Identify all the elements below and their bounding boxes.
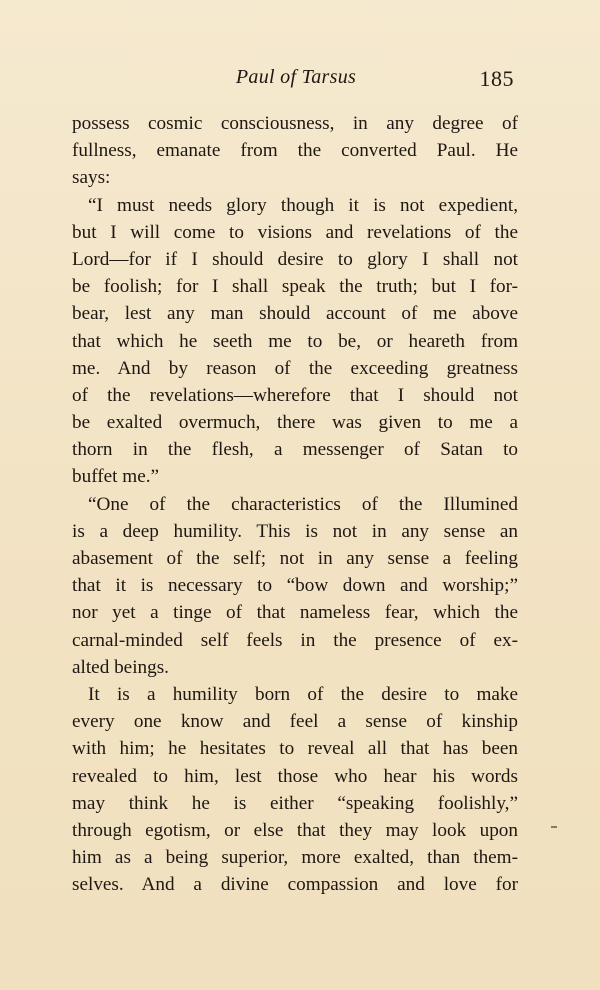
text-line: abasement of the self; not in any sense a feeling: [72, 548, 518, 569]
text-line: alted beings.: [72, 656, 169, 678]
text-line: nor yet a tinge of that nameless fear, which the: [72, 602, 518, 624]
text-line: that which he seeth me to be, or heareth from: [72, 330, 518, 352]
page-header: [72, 60, 520, 94]
text-line: Lord—for if I should desire to glory I shall not: [72, 248, 518, 270]
body-text: [72, 110, 518, 898]
text-line: me. And by reason of the exceeding greatness: [72, 357, 518, 379]
page-number: 185: [479, 66, 514, 91]
text-line: is a deep humility. This is not in any sense an: [72, 520, 518, 542]
text-line: him as a being superior, more exalted, than them-: [72, 847, 518, 869]
text-line: with him; he hesitates to reveal all that has been: [72, 738, 518, 760]
text-line: carnal-minded self feels in the presence of ex-: [72, 629, 518, 651]
text-line: It is a humility born of the desire to make: [88, 683, 518, 705]
paragraph: [72, 491, 518, 681]
text-line: revealed to him, lest those who hear his words: [72, 765, 518, 787]
paragraph: [72, 681, 518, 899]
text-line: says:: [72, 167, 111, 189]
paragraph: [72, 110, 518, 192]
running-title: Paul of Tarsus: [235, 66, 357, 88]
text-line: bear, lest any man should account of me above: [72, 303, 518, 325]
text-line: “I must needs glory though it is not expedient,: [88, 194, 518, 216]
text-line: buffet me.”: [72, 466, 160, 488]
text-line: may think he is either “speaking foolishly,”: [72, 792, 518, 814]
text-line: selves. And a divine compassion and love for: [72, 874, 518, 896]
text-line: be exalted overmuch, there was given to me a: [72, 412, 518, 434]
text-line: “One of the characteristics of the Illumined: [88, 493, 518, 515]
ink-speck: [551, 826, 557, 828]
text-line: through egotism, or else that they may look upon: [72, 819, 518, 841]
text-line: thorn in the flesh, a messenger of Satan to: [72, 439, 518, 461]
paragraph: [72, 192, 518, 491]
text-line: possess cosmic consciousness, in any degree of: [72, 113, 518, 134]
text-line: fullness, emanate from the converted Paul. He: [72, 140, 518, 162]
text-line: be foolish; for I shall speak the truth; but I for-: [72, 276, 518, 298]
text-line: every one know and feel a sense of kinship: [72, 711, 518, 733]
text-line: but I will come to visions and revelations of the: [72, 221, 518, 243]
text-line: of the revelations—wherefore that I should not: [72, 384, 518, 406]
text-line: that it is necessary to “bow down and worship;”: [72, 575, 518, 597]
